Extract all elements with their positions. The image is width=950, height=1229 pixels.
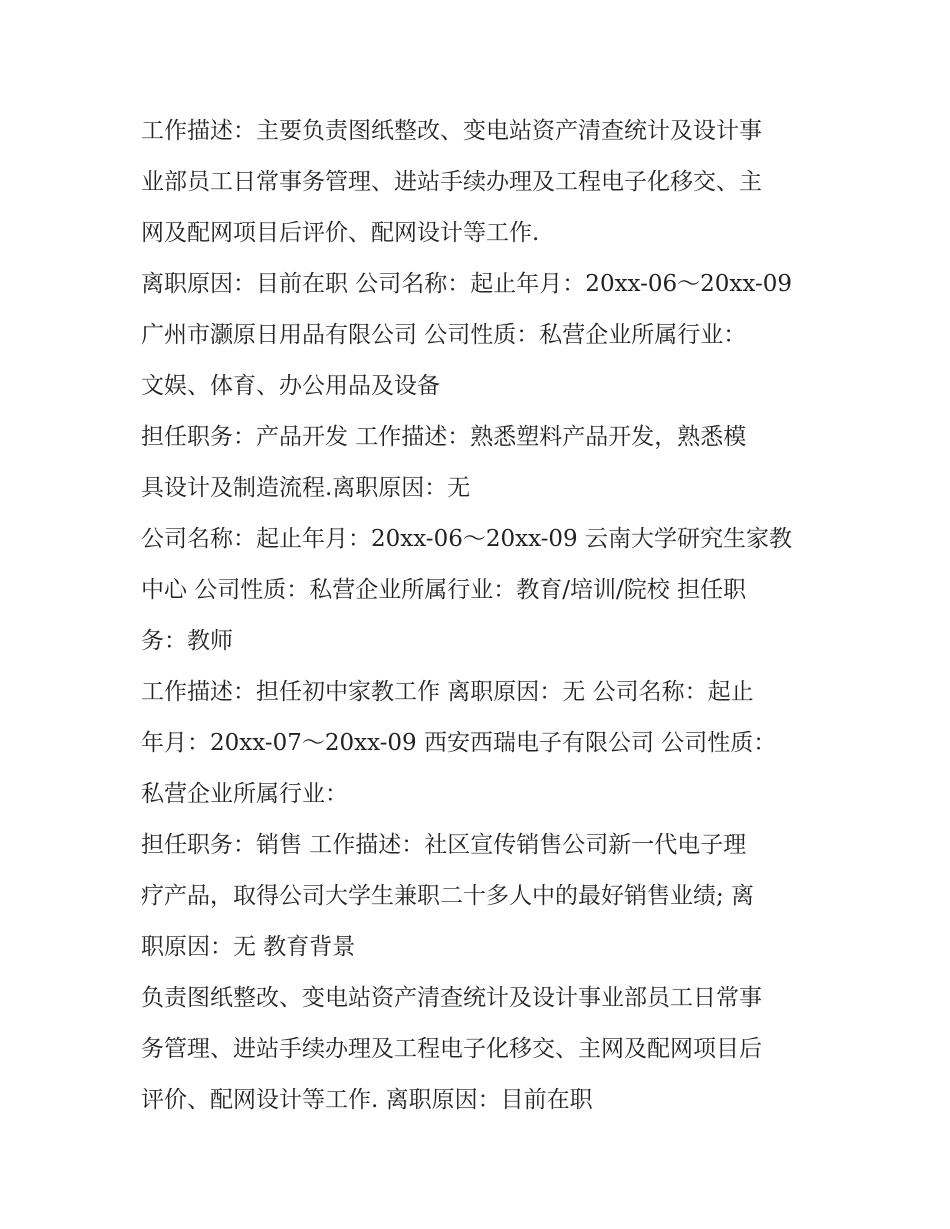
text-line: 网及配网项目后评价、配网设计等工作. — [141, 220, 540, 246]
document-body — [141, 106, 821, 1126]
text-line: 疗产品，取得公司大学生兼职二十多人中的最好销售业绩; 离 — [141, 883, 755, 909]
text-line: 私营企业所属行业： — [141, 781, 348, 807]
text-line: 具设计及制造流程.离职原因：无 — [141, 475, 471, 501]
text-line: 工作描述：担任初中家教工作 离职原因：无 公司名称：起止 — [141, 679, 754, 705]
text-line: 公司名称：起止年月：20xx-06～20xx-09 云南大学研究生家教 — [141, 526, 792, 552]
text-line: 担任职务：产品开发 工作描述：熟悉塑料产品开发，熟悉模 — [141, 424, 747, 450]
text-line: 担任职务：销售 工作描述：社区宣传销售公司新一代电子理 — [141, 832, 747, 858]
text-line: 评价、配网设计等工作. 离职原因：目前在职 — [141, 1087, 593, 1113]
text-line: 广州市灏原日用品有限公司 公司性质：私营企业所属行业： — [141, 322, 747, 348]
text-line: 负责图纸整改、变电站资产清查统计及设计事业部员工日常事 — [141, 985, 762, 1011]
text-line: 职原因：无 教育背景 — [141, 934, 356, 960]
text-line: 中心 公司性质：私营企业所属行业：教育/培训/院校 担任职 — [141, 577, 747, 603]
text-line: 业部员工日常事务管理、进站手续办理及工程电子化移交、主 — [141, 169, 762, 195]
text-line: 工作描述：主要负责图纸整改、变电站资产清查统计及设计事 — [141, 118, 762, 144]
text-line: 务管理、进站手续办理及工程电子化移交、主网及配网项目后 — [141, 1036, 762, 1062]
text-line: 文娱、体育、办公用品及设备 — [141, 373, 440, 399]
text-line: 务：教师 — [141, 628, 233, 654]
text-line: 离职原因：目前在职 公司名称：起止年月：20xx-06～20xx-09 — [141, 271, 792, 297]
text-line: 年月：20xx-07～20xx-09 西安西瑞电子有限公司 公司性质： — [141, 730, 777, 756]
